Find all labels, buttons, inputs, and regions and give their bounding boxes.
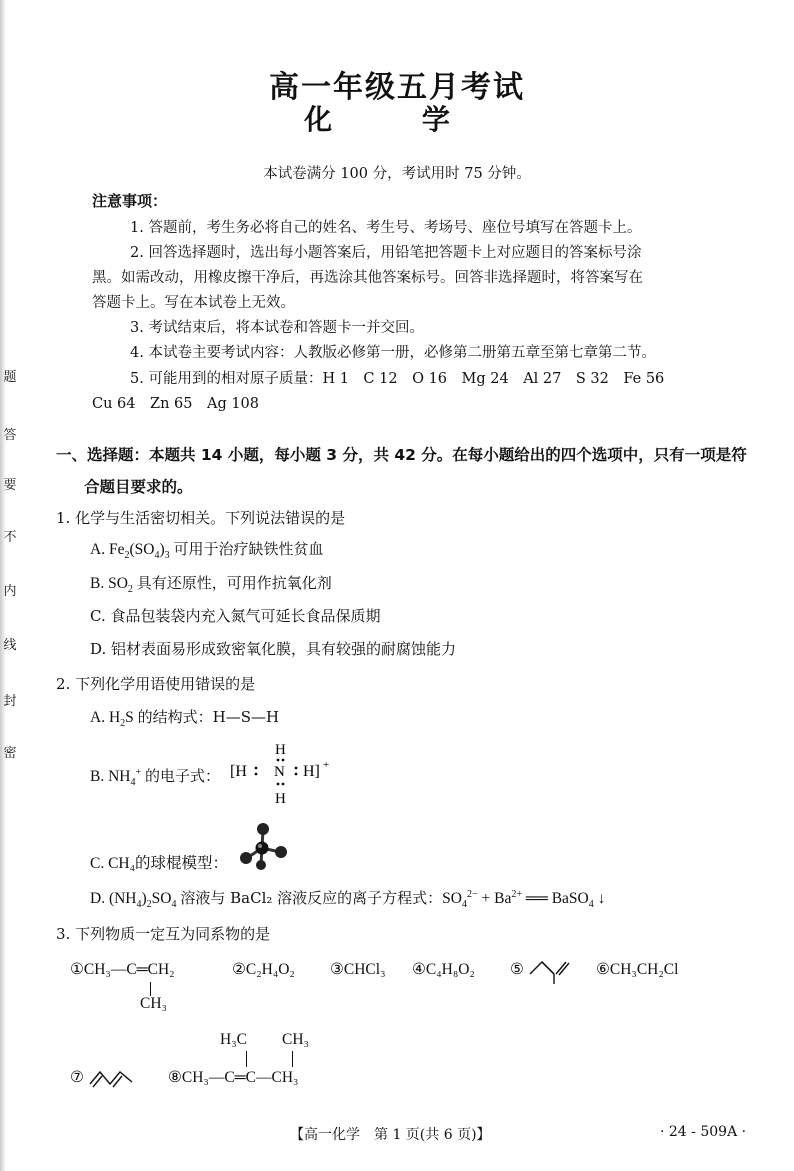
q3-item-8: ⑧CH₃—C═C—CH₃	[168, 1069, 299, 1086]
exam-title: 高一年级五月考试	[269, 70, 525, 105]
q3-item-4: ④C₄H₈O₂	[412, 961, 475, 978]
q3-item-1: ①CH₃—C═CH₂	[70, 961, 175, 978]
note-item: 4. 本试卷主要考试内容：人教版必修第一册，必修第二册第五章至第七章第二节。	[130, 345, 656, 361]
skeletal-formula-butadiene	[88, 1064, 138, 1090]
svg-text:[H: [H	[230, 763, 247, 780]
svg-text:H]: H]	[303, 763, 320, 780]
q3-item-8-bond-right	[292, 1051, 293, 1067]
q3-item-1-methyl: CH₃	[140, 995, 167, 1012]
side-char: 封	[3, 694, 17, 709]
q1-option-c: C. 食品包装袋内充入氮气可延长食品保质期	[90, 607, 381, 625]
q2-option-c: C. CH₄的球棍模型：	[90, 855, 229, 872]
q1-option-d: D. 铝材表面易形成致密氧化膜，具有较强的耐腐蚀能力	[90, 640, 457, 658]
q1-option-a-text: 可用于治疗缺铁性贫血	[173, 540, 324, 558]
ammonium-electron-formula	[228, 738, 348, 810]
svg-text:H: H	[275, 791, 286, 807]
note-item: 答题卡上。写在本试卷上无效。	[92, 295, 295, 311]
q3-item-8-bond-left	[246, 1051, 247, 1067]
q2-option-a-text: 的结构式：H—S—H	[137, 708, 280, 726]
q3-item-1-bond	[150, 982, 151, 996]
svg-text:H: H	[275, 742, 286, 758]
q2-option-b: B. $NH_4^+$ 的电子式：	[90, 766, 221, 789]
side-char: 内	[3, 584, 17, 599]
side-char: 答	[3, 428, 17, 443]
q2-option-b-text: 的电子式：	[145, 767, 221, 785]
note-item: 5. 可能用到的相对原子质量：H 1 C 12 O 16 Mg 24 Al 27 S 32 Fe 56	[130, 371, 665, 387]
note-item: 3. 考试结束后，将本试卷和答题卡一并交回。	[130, 320, 424, 336]
svg-text:N: N	[274, 764, 285, 780]
side-char: 线	[3, 638, 17, 653]
q3-item-2: ②C₂H₄O₂	[232, 961, 295, 978]
q1-option-b: B. $SO_2$ 具有还原性，可用作抗氧化剂	[90, 574, 332, 596]
note-item: 黑。如需改动，用橡皮擦干净后，再选涂其他答案标号。回答非选择题时，将答案写在	[92, 270, 643, 286]
note-item: 2. 回答选择题时，选出每小题答案后，用铅笔把答题卡上对应题目的答案标号涂	[130, 245, 642, 261]
side-char: 不	[3, 530, 17, 545]
q3-item-5: ⑤	[510, 961, 524, 978]
q3-item-6: ⑥CH₃CH₂Cl	[596, 961, 679, 978]
section-instruction-cont: 合题目要求的。	[84, 478, 193, 496]
methane-ball-stick-model	[236, 820, 292, 872]
q1-option-b-text: 具有还原性，可用作抗氧化剂	[136, 574, 332, 592]
question-2-stem: 2. 下列化学用语使用错误的是	[56, 675, 256, 693]
svg-text:+: +	[323, 759, 330, 771]
section-instruction: 一、选择题：本题共 14 小题，每小题 3 分，共 42 分。在每小题给出的四个选项中，只有一项是符	[56, 446, 747, 464]
note-item: Cu 64 Zn 65 Ag 108	[92, 396, 260, 412]
notes-heading: 注意事项：	[92, 192, 168, 210]
q2-option-d-text: 溶液与 BaCl₂ 溶液反应的离子方程式：	[180, 889, 443, 907]
q3-item-3: ③CHCl₃	[330, 961, 386, 978]
subject-title: 化 学	[304, 103, 490, 136]
q2-option-d: D. $(NH_4)_2SO_4$ 溶液与 BaCl₂ 溶液反应的离子方程式：$SO_4^{2-} + Ba^{2+}$ ══ BaSO$_4$ ↓	[90, 888, 606, 911]
paper-code: · 24 - 509A ·	[660, 1124, 747, 1140]
skeletal-formula-isobutene	[526, 952, 576, 986]
exam-subtitle: 本试卷满分 100 分，考试用时 75 分钟。	[263, 166, 531, 182]
side-char: 题	[3, 370, 17, 385]
q3-item-8-methyl-right: CH₃	[282, 1031, 309, 1048]
q2-option-a: A. $H_2S$ 的结构式：H—S—H	[90, 708, 280, 730]
q3-item-8-methyl-left: H₃C	[220, 1031, 247, 1048]
q1-option-a: A. $Fe_2(SO_4)_3$ 可用于治疗缺铁性贫血	[90, 540, 324, 562]
note-item: 1. 答题前，考生务必将自己的姓名、考生号、考场号、座位号填写在答题卡上。	[130, 220, 642, 236]
question-3-stem: 3. 下列物质一定互为同系物的是	[56, 925, 271, 943]
q3-item-7: ⑦	[70, 1069, 84, 1086]
side-char: 要	[3, 478, 17, 493]
question-1-stem: 1. 化学与生活密切相关。下列说法错误的是	[56, 509, 346, 527]
side-char: 密	[3, 746, 17, 761]
page-footer: 【高一化学 第 1 页(共 6 页)】	[290, 1127, 491, 1143]
